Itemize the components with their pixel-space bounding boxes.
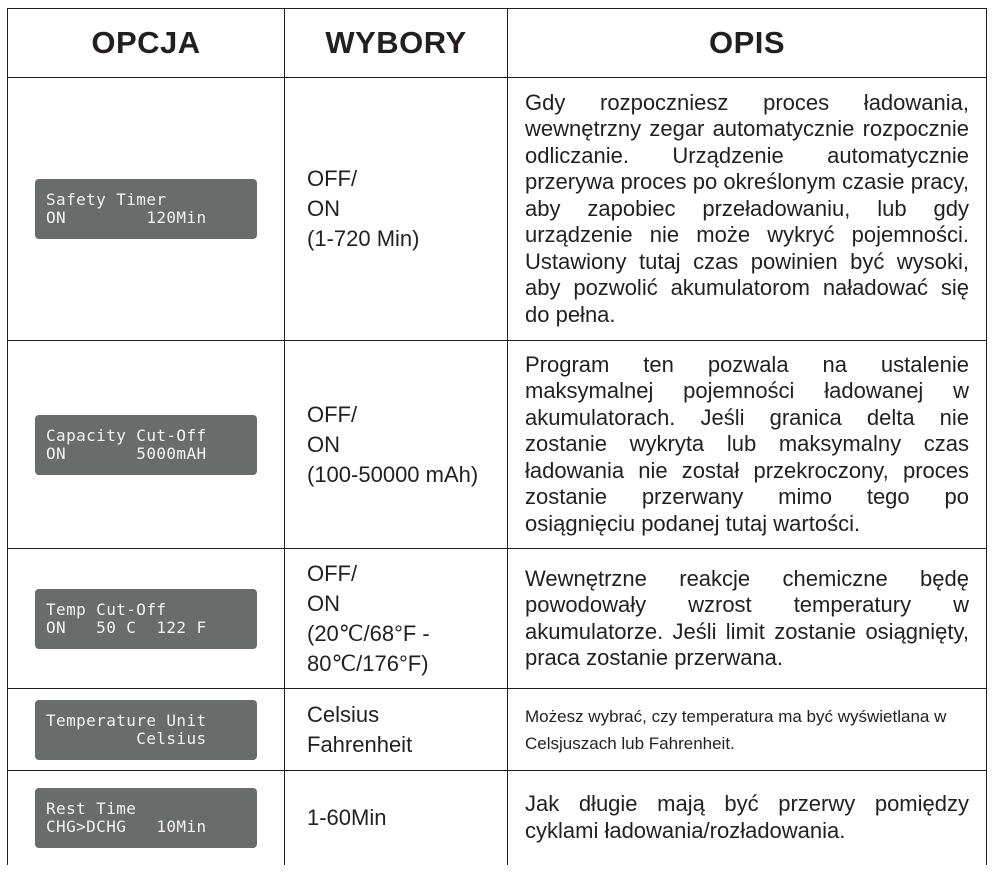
lcd-line: ON 50 C 122 F bbox=[46, 617, 207, 637]
choices-cell bbox=[285, 341, 508, 549]
table-row bbox=[8, 78, 987, 341]
lcd-display bbox=[35, 788, 257, 848]
lcd-line: Celsius bbox=[46, 728, 207, 748]
table-row bbox=[8, 341, 987, 549]
choice-line: (20℃/68°F - bbox=[307, 620, 430, 646]
choice-line: OFF/ bbox=[307, 166, 358, 191]
table-row bbox=[8, 771, 987, 865]
choices-cell bbox=[285, 549, 508, 689]
lcd-line: Rest Time bbox=[46, 798, 137, 818]
lcd-display bbox=[35, 700, 257, 760]
header-description: OPIS bbox=[508, 9, 987, 78]
lcd-display bbox=[35, 415, 257, 475]
option-cell bbox=[8, 689, 285, 771]
choice-line: (100-50000 mAh) bbox=[307, 461, 479, 487]
table-row bbox=[8, 689, 987, 771]
choice-line: ON bbox=[307, 196, 340, 221]
description-cell: Gdy rozpoczniesz proces ładowania, wewnętrzny zegar automatycznie rozpocznie odliczanie. Urządzenie automatycznie przerywa proces po określonym czasie pracy, aby zapobiec przeładowaniu, lub gdy urządzenie nie może wykryć pojemności. Ustawiony tutaj czas powinien być wysoki, aby pozwolić akumulatorom naładować się do pełna. bbox=[508, 78, 987, 341]
lcd-line: Temp Cut-Off bbox=[46, 599, 167, 619]
lcd-line: CHG>DCHG 10Min bbox=[46, 816, 207, 836]
header-row bbox=[8, 9, 987, 78]
option-cell bbox=[8, 78, 285, 341]
header-option: OPCJA bbox=[8, 9, 285, 78]
choices-cell bbox=[285, 78, 508, 341]
option-cell bbox=[8, 549, 285, 689]
description-cell: Wewnętrzne reakcje chemiczne będę powodowały wzrost temperatury w akumulatorze. Jeśli limit zostanie osiągnięty, praca zostanie przerwana. bbox=[508, 549, 987, 689]
options-table bbox=[7, 8, 987, 865]
choices-cell bbox=[285, 689, 508, 771]
lcd-line: Temperature Unit bbox=[46, 710, 207, 730]
choice-line: OFF/ bbox=[307, 401, 358, 427]
description-cell: Jak długie mają być przerwy pomiędzy cyklami ładowania/rozładowania. bbox=[508, 771, 987, 865]
choice-line: ON bbox=[307, 431, 340, 457]
lcd-line: ON 120Min bbox=[46, 208, 207, 227]
choice-line: Fahrenheit bbox=[307, 731, 413, 757]
lcd-display bbox=[35, 589, 257, 649]
option-cell bbox=[8, 771, 285, 865]
table-row bbox=[8, 549, 987, 689]
choice-line: 80℃/176°F) bbox=[307, 650, 429, 676]
lcd-line: Capacity Cut-Off bbox=[46, 425, 207, 445]
description-cell: Program ten pozwala na ustalenie maksymalnej pojemności ładowanej w akumulatorach. Jeśli granica delta nie zostanie wykryta lub maksymalny czas ładowania nie został przekroczony, proces zostanie przerwany mimo tego po osiągnięciu podanej tutaj wartości. bbox=[508, 341, 987, 549]
header-choices: WYBORY bbox=[285, 9, 508, 78]
choice-line: Celsius bbox=[307, 701, 380, 727]
lcd-line: ON 5000mAH bbox=[46, 443, 207, 463]
choice-line: ON bbox=[307, 590, 340, 616]
lcd-display bbox=[35, 179, 257, 239]
choice-line: (1-720 Min) bbox=[307, 226, 420, 251]
lcd-line: Safety Timer bbox=[46, 190, 167, 209]
choice-line: 1-60Min bbox=[307, 804, 387, 830]
choice-line: OFF/ bbox=[307, 560, 358, 586]
option-cell bbox=[8, 341, 285, 549]
description-cell: Możesz wybrać, czy temperatura ma być wyświetlana w Celsjuszach lub Fahrenheit. bbox=[508, 689, 987, 771]
choices-cell bbox=[285, 771, 508, 865]
